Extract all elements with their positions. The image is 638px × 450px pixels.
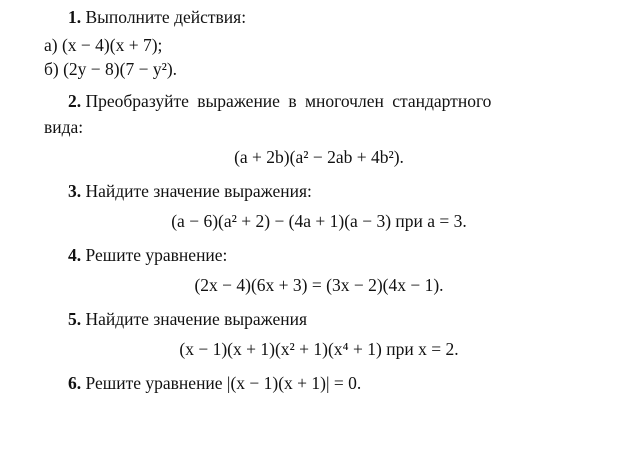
task-instruction: Выполните действия: [85, 7, 247, 27]
item-expression: (x − 4)(x + 7); [61, 35, 163, 55]
task-number: 6. [68, 373, 82, 393]
task-2-expression: (a + 2b)(a² − 2ab + 4b²). [234, 147, 404, 167]
task-1-item-b [44, 58, 177, 80]
task-3-expression: (a − 6)(a² + 2) − (4a + 1)(a − 3) при a = 3. [171, 211, 467, 231]
task-2-heading [68, 90, 491, 112]
task-instruction: Найдите значение выражения: [85, 181, 312, 201]
task-4-heading [68, 244, 227, 266]
task-5-heading [68, 308, 307, 330]
task-instruction: Решите уравнение: [85, 245, 228, 265]
task-2-instruction-continued: вида: [44, 117, 84, 137]
task-instruction: Преобразуйте выражение в многочлен стандартного [85, 91, 492, 111]
task-instruction: Найдите значение выражения [85, 309, 308, 329]
task-1-heading [68, 6, 246, 28]
task-number: 5. [68, 309, 82, 329]
task-instruction: Решите уравнение |(x − 1)(x + 1)| = 0. [85, 373, 362, 393]
task-3-heading [68, 180, 312, 202]
task-4-expression: (2x − 4)(6x + 3) = (3x − 2)(4x − 1). [194, 275, 444, 295]
task-6-heading [68, 372, 361, 394]
task-number: 1. [68, 7, 82, 27]
item-expression: (2y − 8)(7 − y²). [63, 59, 178, 79]
item-label: а) [44, 35, 58, 55]
task-5-expression: (x − 1)(x + 1)(x² + 1)(x⁴ + 1) при x = 2. [179, 339, 459, 359]
item-label: б) [44, 59, 59, 79]
task-1-item-a [44, 34, 162, 56]
task-number: 2. [68, 91, 82, 111]
task-number: 3. [68, 181, 82, 201]
task-number: 4. [68, 245, 82, 265]
